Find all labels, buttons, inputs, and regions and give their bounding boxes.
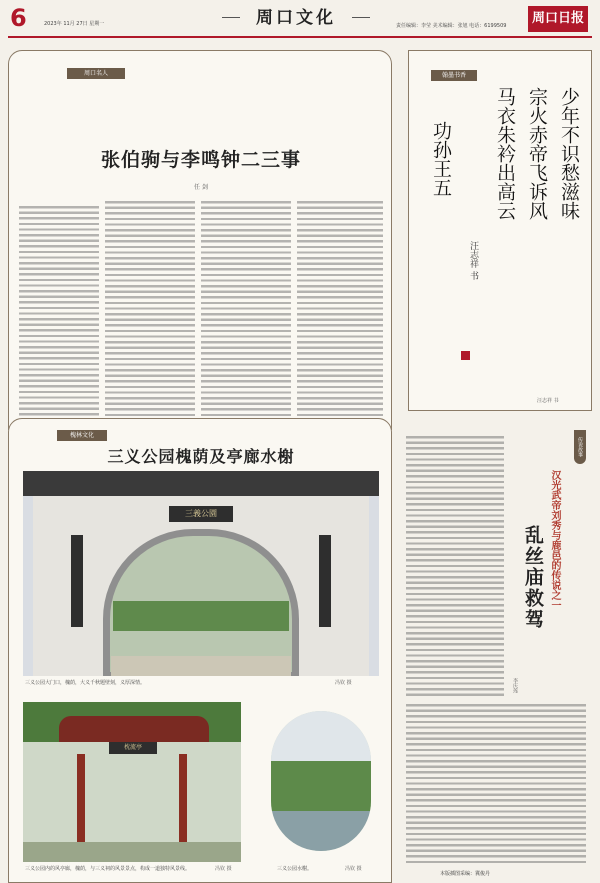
editor-credits: 责任编辑：李莹 美术编辑：张旭 电话：6199509 <box>396 23 507 29</box>
pavilion-photo <box>23 702 241 862</box>
article-subtitle: 汉光武帝刘秀与鹿邑的传说之一 <box>549 470 560 610</box>
text-column <box>105 201 195 420</box>
pavilion-roof <box>59 716 209 742</box>
article-luansi-temple <box>400 430 592 883</box>
article-zhang-boju <box>8 50 392 430</box>
seal-stamp <box>461 351 470 360</box>
trees <box>271 761 371 811</box>
gate-roof <box>23 471 379 496</box>
text-column <box>19 206 99 420</box>
calligraphy-caption: 汪志祥 书 <box>537 398 559 404</box>
section-title: 周口文化 <box>242 6 350 30</box>
park-gate-photo <box>23 471 379 676</box>
calligraphy-tag: 翰墨书香 <box>431 70 477 81</box>
article-tag: 槐林文化 <box>57 430 107 441</box>
pavilion-pillar <box>77 754 85 854</box>
article-author: 李庆莲 <box>512 678 518 693</box>
calligraphy-line: 马衣朱衿出高云 <box>494 87 516 220</box>
photo-caption: 三义公园大门口，槐荫，大义千秋题壁刻，义厚深情。 <box>25 680 146 686</box>
photo-credit: 冯钦 摄 <box>335 680 352 686</box>
couplet-right <box>319 535 331 627</box>
paved-plaza <box>111 656 291 676</box>
pavilion-plaque: 枕流亭 <box>109 742 157 754</box>
waterside-pavilion-photo <box>271 711 371 851</box>
newspaper-logo: 周口日报 <box>528 6 588 32</box>
pavilion-pillar <box>179 754 187 854</box>
photo-caption: 三义公园水榭。 <box>277 866 313 872</box>
article-title: 张伯驹与李鸣钟二三事 <box>100 149 301 171</box>
calligraphy-signature: 汪志祥 书 <box>468 241 478 280</box>
text-column <box>297 201 383 420</box>
gate-plaque: 三義公園 <box>169 506 233 522</box>
text-column <box>406 704 586 864</box>
issue-date: 2023年 11月 27日 星期一 <box>44 21 105 27</box>
calligraphy-line: 少年不识愁滋味 <box>558 87 580 220</box>
photo-caption: 三义公园内的风亭廊，槐荫，与三义祠的风景景点，构成一道独特风景线。 <box>25 866 191 872</box>
couplet-left <box>71 535 83 627</box>
text-column <box>406 436 504 698</box>
article-title: 乱丝庙救驾 <box>522 525 544 630</box>
calligraphy-panel <box>408 50 592 411</box>
photo-credit: 冯钦 摄 <box>345 866 362 872</box>
trees <box>113 601 289 631</box>
article-author: 任 剑 <box>194 184 208 191</box>
article-sanyi-park <box>8 418 392 883</box>
text-column <box>201 201 291 420</box>
calligraphy-line: 宗火赤帝飞诉风 <box>526 87 548 220</box>
article-tag: 传说故事 <box>574 430 586 464</box>
article-tag: 周口名人 <box>67 68 125 79</box>
water <box>271 811 371 851</box>
calligraphy-line: 功孙王五 <box>430 121 452 197</box>
page-footer: 本版插图采编：冀俊丹 <box>440 871 491 877</box>
article-title: 三义公园槐荫及亭廊水榭 <box>107 447 295 466</box>
ground <box>23 842 241 862</box>
photo-credit: 冯钦 摄 <box>215 866 232 872</box>
header-rule <box>8 36 592 38</box>
page-number: 6 <box>10 4 27 32</box>
